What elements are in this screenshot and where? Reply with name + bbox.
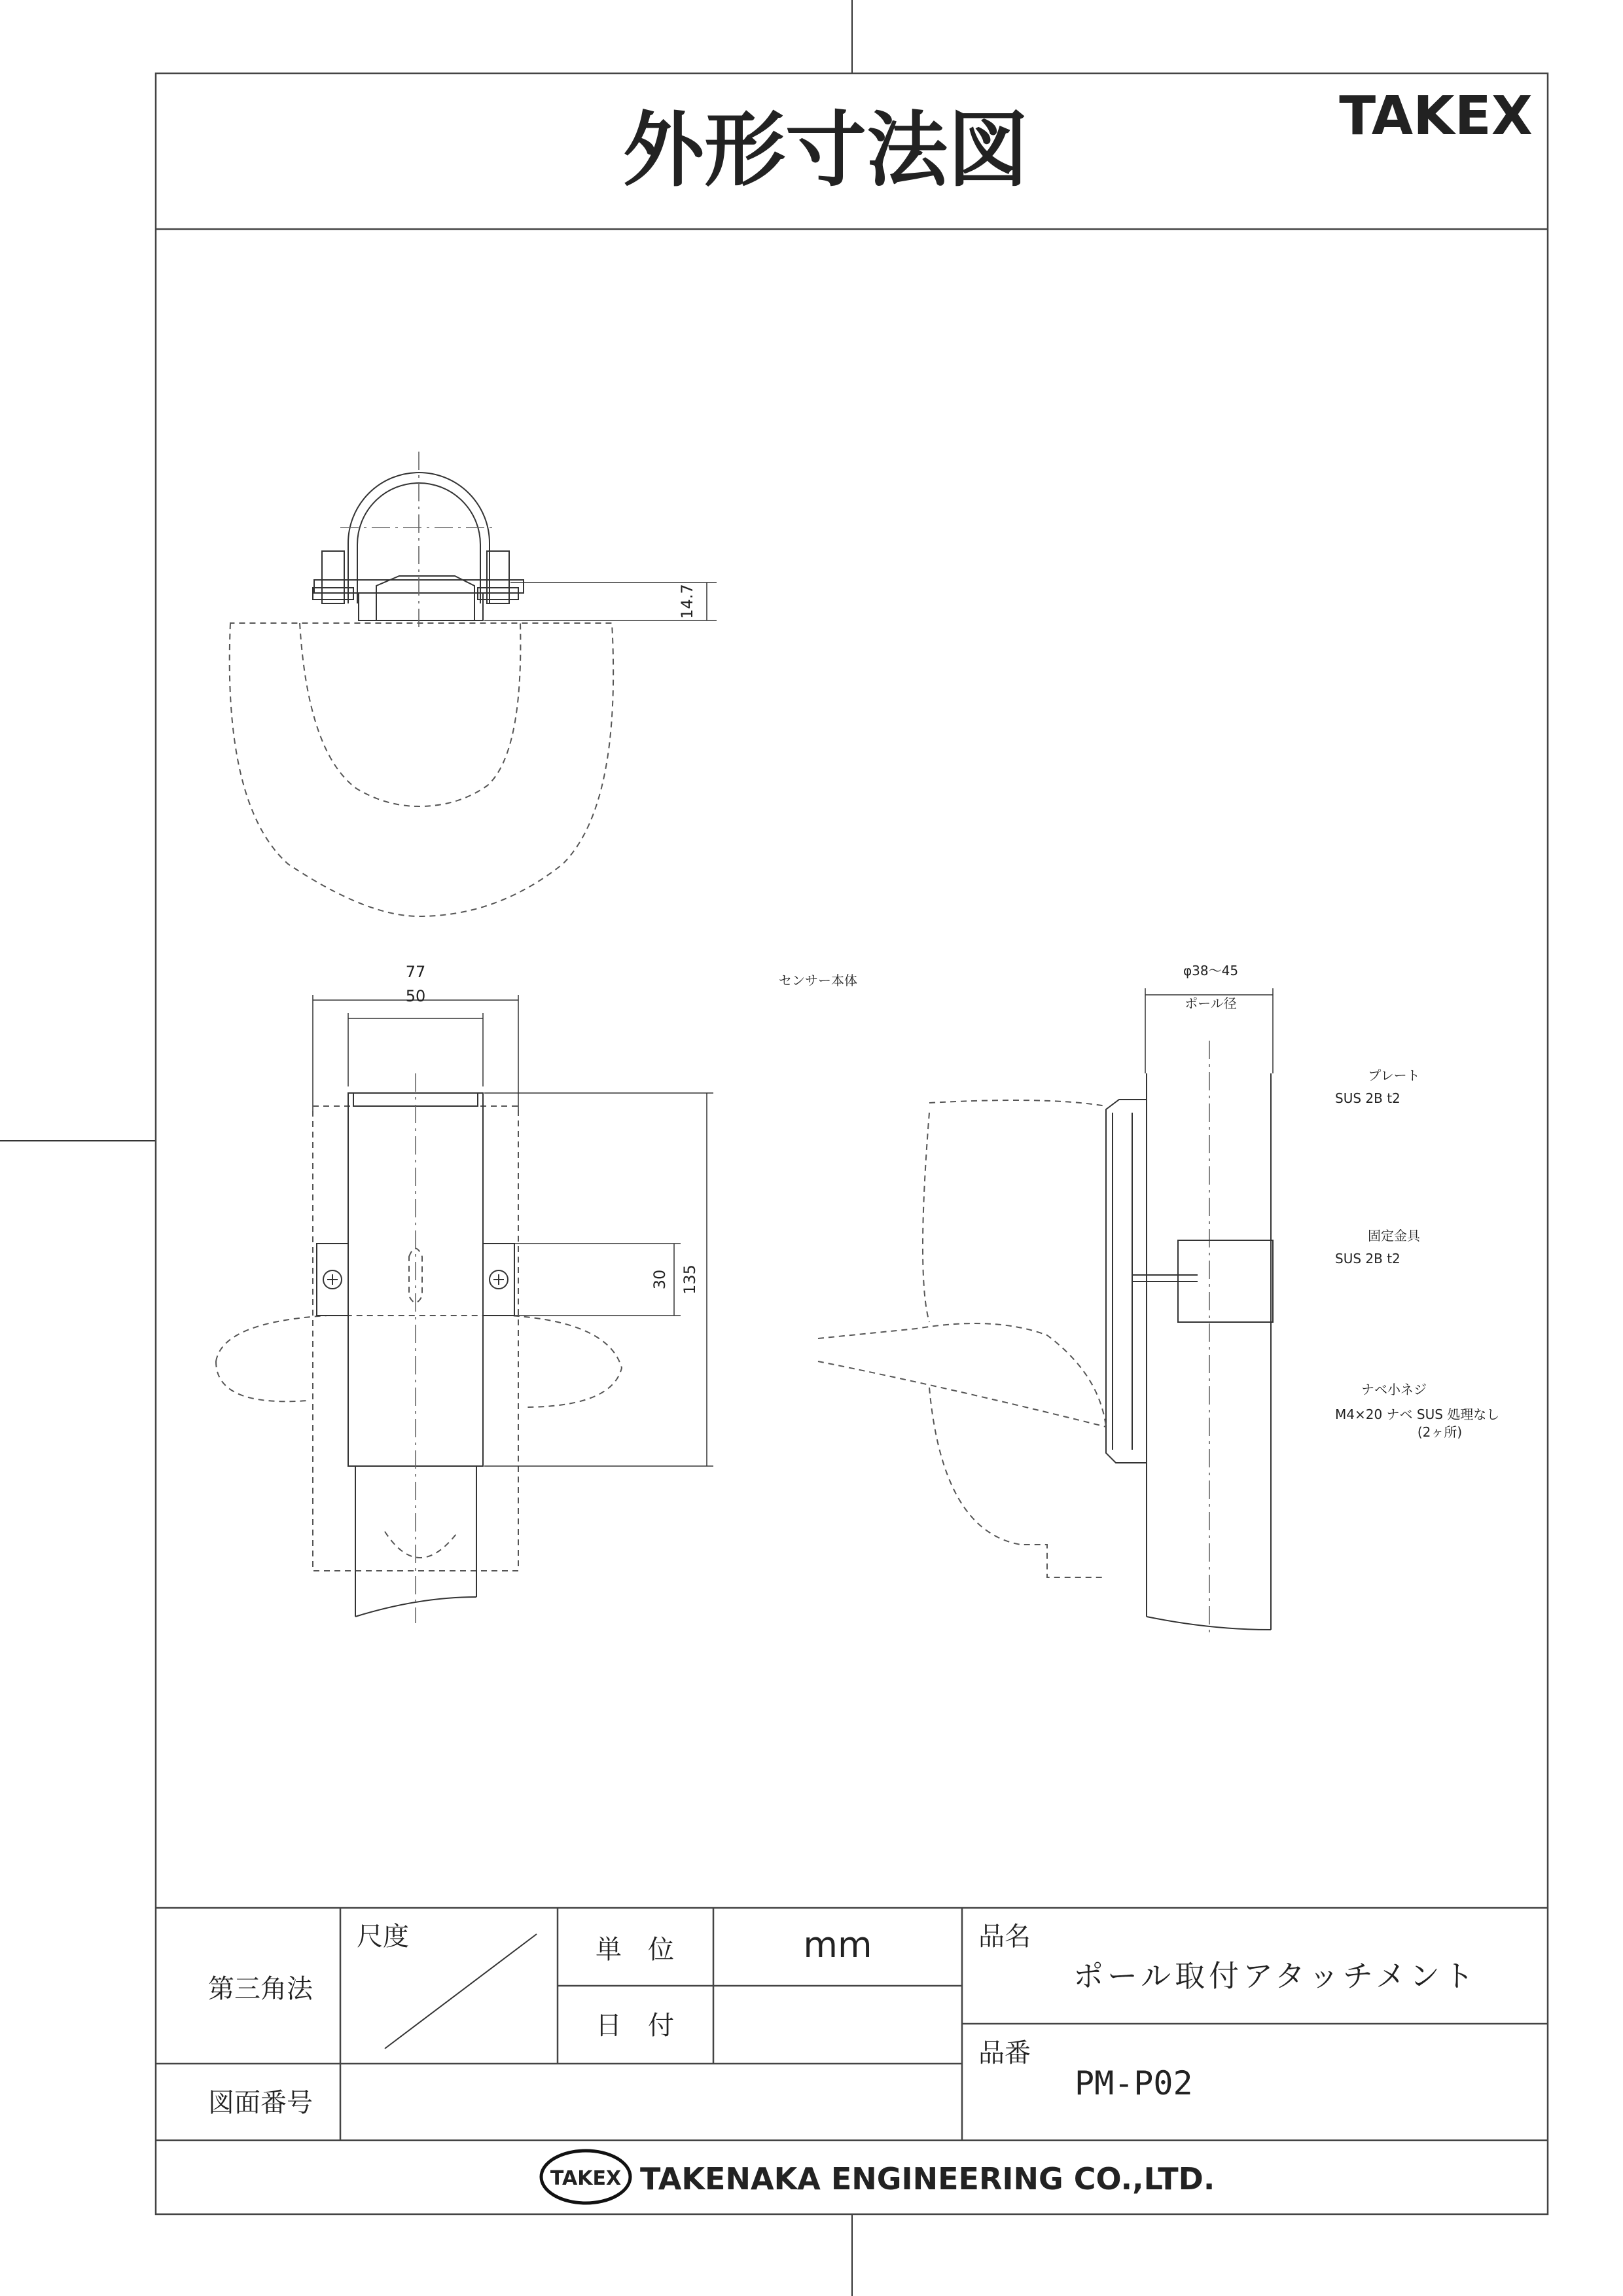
sheet-border bbox=[156, 73, 1548, 2214]
note-plate-spec: SUS 2B t2 bbox=[1335, 1090, 1400, 1106]
dim-135: 135 bbox=[681, 1265, 699, 1295]
note-screw-extra: (2ヶ所) bbox=[1417, 1424, 1463, 1440]
note-plate-title: プレート bbox=[1368, 1067, 1420, 1083]
note-screw-spec: M4×20 ナベ SUS 処理なし bbox=[1335, 1407, 1500, 1422]
front-view bbox=[216, 963, 713, 1623]
product-no-label: 品番 bbox=[978, 2038, 1031, 2068]
company-name: TAKENAKA ENGINEERING CO.,LTD. bbox=[640, 2161, 1215, 2197]
scale-label: 尺度 bbox=[357, 1922, 409, 1952]
product-name-label: 品名 bbox=[978, 1922, 1031, 1952]
product-no: PM-P02 bbox=[1075, 2064, 1193, 2102]
date-label: 日 付 bbox=[596, 2011, 674, 2041]
drawing-title: 外形寸法図 bbox=[622, 103, 1029, 198]
product-name: ポール取付アタッチメント bbox=[1073, 1958, 1478, 1994]
note-bracket-spec: SUS 2B t2 bbox=[1335, 1251, 1400, 1266]
drawing-no-label: 図面番号 bbox=[208, 2088, 313, 2118]
title-block bbox=[156, 1908, 1548, 2203]
brand-logo: TAKEX bbox=[1339, 85, 1533, 147]
dim-50: 50 bbox=[405, 987, 426, 1005]
unit-label: 単 位 bbox=[596, 1935, 674, 1965]
company-logo-text: TAKEX bbox=[550, 2167, 622, 2190]
dim-77: 77 bbox=[405, 963, 426, 981]
unit-value: mm bbox=[803, 1924, 872, 1965]
projection-label: 第三角法 bbox=[208, 1974, 313, 2004]
side-view bbox=[818, 963, 1273, 1636]
pole-diameter-label: ポール径 bbox=[1185, 996, 1237, 1011]
dim-30: 30 bbox=[651, 1269, 669, 1290]
material-notes bbox=[1335, 1067, 1499, 1440]
note-screw-title: ナベ小ネジ bbox=[1361, 1382, 1427, 1397]
note-bracket-title: 固定金具 bbox=[1368, 1228, 1420, 1244]
top-view bbox=[230, 452, 717, 916]
dim-14-7: 14.7 bbox=[678, 584, 696, 619]
pole-diameter: φ38～45 bbox=[1183, 963, 1239, 978]
sensor-body-note: センサー本体 bbox=[779, 973, 857, 988]
